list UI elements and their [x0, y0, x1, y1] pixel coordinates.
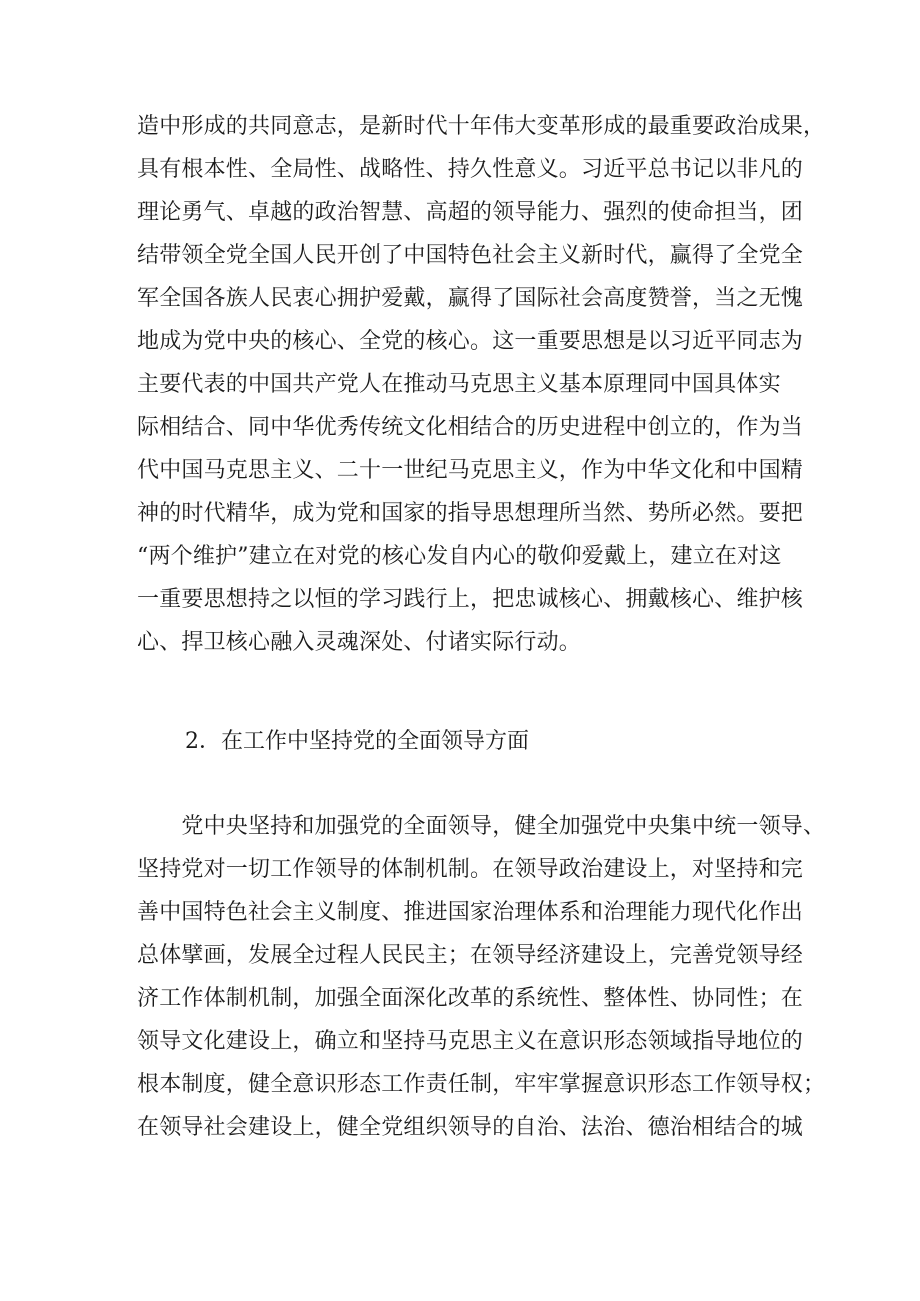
text-line: 善中国特色社会主义制度、推进国家治理体系和治理能力现代化作出	[137, 900, 804, 925]
text-line: 神的时代精华，成为党和国家的指导思想理所当然、势所必然。要把	[137, 501, 804, 526]
text-line: “两个维护”建立在对党的核心发自内心的敬仰爱戴上，建立在对这	[137, 544, 782, 569]
text-line: 总体擘画，发展全过程人民民主；在领导经济建设上，完善党领导经	[137, 943, 804, 968]
section-heading: 2．在工作中坚持党的全面领导方面	[185, 729, 529, 754]
text-line: 根本制度，健全意识形态工作责任制，牢牢掌握意识形态工作领导权；	[137, 1072, 826, 1097]
text-line: 地成为党中央的核心、全党的核心。这一重要思想是以习近平同志为	[137, 329, 804, 354]
text-line: 心、捍卫核心融入灵魂深处、付诸实际行动。	[137, 630, 582, 655]
text-line: 济工作体制机制，加强全面深化改革的系统性、整体性、协同性；在	[137, 986, 804, 1011]
text-line: 际相结合、同中华优秀传统文化相结合的历史进程中创立的，作为当	[137, 415, 804, 440]
text-line: 领导文化建设上，确立和坚持马克思主义在意识形态领域指导地位的	[137, 1029, 804, 1054]
text-line: 一重要思想持之以恒的学习践行上，把忠诚核心、拥戴核心、维护核	[137, 587, 804, 612]
text-line: 结带领全党全国人民开创了中国特色社会主义新时代，赢得了全党全	[137, 243, 804, 268]
text-line: 理论勇气、卓越的政治智慧、高超的领导能力、强烈的使命担当，团	[137, 200, 804, 225]
text-line: 主要代表的中国共产党人在推动马克思主义基本原理同中国具体实	[137, 372, 781, 397]
text-line: 代中国马克思主义、二十一世纪马克思主义，作为中华文化和中国精	[137, 458, 804, 483]
paragraph-2	[137, 805, 826, 1149]
text-line: 造中形成的共同意志，是新时代十年伟大变革形成的最重要政治成果，	[137, 114, 826, 139]
text-line: 具有根本性、全局性、战略性、持久性意义。习近平总书记以非凡的	[137, 157, 804, 182]
text-line: 坚持党对一切工作领导的体制机制。在领导政治建设上，对坚持和完	[137, 857, 804, 882]
paragraph-1	[137, 105, 826, 664]
text-line: 军全国各族人民衷心拥护爱戴，赢得了国际社会高度赞誉，当之无愧	[137, 286, 804, 311]
text-line: 在领导社会建设上，健全党组织领导的自治、法治、德治相结合的城	[137, 1115, 804, 1140]
text-line: 党中央坚持和加强党的全面领导，健全加强党中央集中统一领导、	[137, 814, 826, 839]
